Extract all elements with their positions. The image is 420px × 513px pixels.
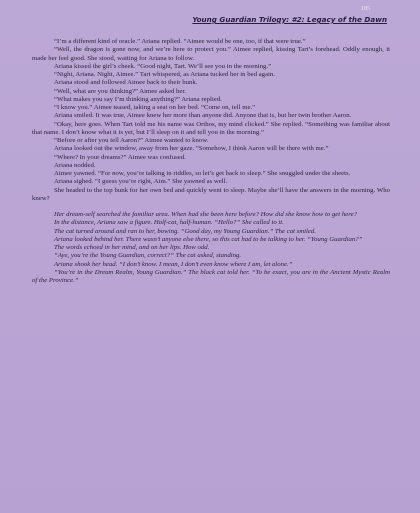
paragraph: “Well, what are you thinking?” Aimee asked her. [54, 87, 186, 95]
paragraph: “Okay, here goes. When Tart told me his name was Orthos, my mind clicked.” She replied. “Something was familiar about that name. I don’t know what it is yet, but I’ll sleep on it and tell you in the morning.” [32, 120, 390, 136]
paragraph: “Before or after you tell Aaron?” Aimee wanted to know. [54, 137, 209, 144]
dream-paragraph: “You’re in the Dream Realm, Young Guardian.” The black cat told her. “To be exact, you are in the Ancient Mystic Realm of the Province.” [32, 268, 390, 284]
dream-paragraph: The words echoed in her mind, and on her lips. How odd. [54, 244, 210, 251]
body-text [32, 38, 390, 285]
paragraph: She headed to the top bunk for her own bed and quickly went to sleep. Maybe she’ll have the answers in the morning. Who knew? [32, 186, 390, 202]
paragraph: Ariana looked out the window, away from her gaze. “Somehow, I think Aaron will be there with me.” [54, 145, 329, 153]
page-number: 185 [361, 6, 370, 12]
running-header: Young Guardian Trilogy: #2: Legacy of the Dawn [192, 15, 387, 24]
paragraph: Ariana sighed. “I guess you’re right, Aim.” She yawned as well. [54, 178, 228, 186]
dream-paragraph: The cat turned around and ran to her, bowing. “Good day, my Young Guardian.” The cat smiled. [54, 227, 316, 235]
paragraph: “I’m a different kind of oracle.” Ariana replied. “Aimee would be one, too, if that were true.” [54, 38, 306, 45]
paragraph: “Night, Ariana. Night, Aimee.” Tart whispered, as Ariana tucked her in bed again. [54, 71, 275, 78]
dream-paragraph: Ariana shook her head. “I don’t know. I mean, I don’t even know where I am, let alone.” [54, 260, 293, 268]
paragraph: Aimee yawned. “For now, you’re talking in riddles, so let’s get back to sleep.” She snuggled under the sheets. [54, 170, 351, 177]
dream-paragraph: Ariana looked behind her. There wasn’t anyone else there, so this cat had to be talking to her. “Young Guardian?” [54, 235, 363, 243]
paragraph: “Where? In your dreams?” Aimee was confused. [54, 153, 186, 161]
paragraph: “I know you.” Aimee teased, taking a seat on her bed. “Come on, tell me.” [54, 104, 256, 111]
paragraph: “What makes you say I’m thinking anything?” Ariana replied. [54, 95, 222, 103]
paragraph: Ariana smiled. It was true, Aimee knew her more than anyone did. Anyone that is, but her twin brother Aaron. [54, 112, 352, 120]
paragraph: Ariana stood and followed Aimee back to their bunk. [54, 79, 198, 87]
paragraph: Ariana kissed the girl’s cheek. “Good night, Tart. We’ll see you in the morning.” [54, 62, 272, 70]
dream-paragraph: Her dream-self searched the familiar area. When had she been here before? How did she know how to get here? [54, 211, 357, 218]
dream-paragraph: “Aye, you’re the Young Guardian, correct?” The cat asked, standing. [54, 252, 242, 260]
section-break [32, 203, 390, 211]
dream-paragraph: In the distance, Ariana saw a figure. Half-cat, half-human. “Hello?” She called to it. [54, 219, 284, 227]
paragraph: Ariana nodded. [54, 161, 96, 169]
paragraph: “Well, the dragon is gone now, and we’re here to protect you.” Aimee replied, kissing Tart’s forehead. Oddly enough, it made her feel good. She stood, waiting for Ariana to follow. [32, 46, 390, 62]
